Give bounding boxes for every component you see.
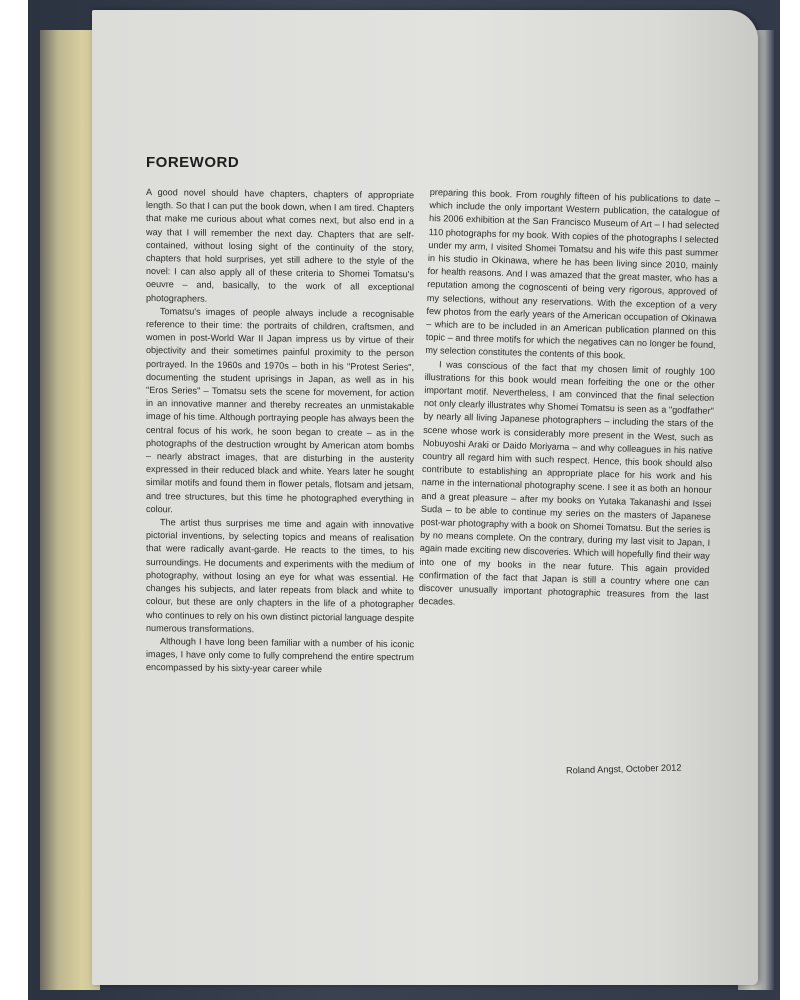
- paragraph: The artist thus surprises me time and again with innovative pictorial inventions, by selecting topics and means of realisation that were radically avant-garde. He reacts to the times, to his surroundings. He documents and experiments with the medium of photography, without losing an eye for what was essential. He changes his subjects, and later repeats from black and white to colour, but these are only chapters in the life of a photographer who continues to rely on his own distinct pictorial language despite numerous transformations.: [146, 517, 414, 635]
- paragraph: I was conscious of the fact that my chosen limit of roughly 100 illustrations for this book would mean forfeiting the one or the other important motif. Nevertheless, I am convinced that the final selection not only clearly illustrates why Shomei Tomatsu is seen as a "godfather" by nearly all living Japanese photographers – including the stars of the scene whose work is considerably more present in the West, such as Nobuyoshi Araki or Daido Moriyama – and why colleagues in his native country all regard him with such respect. Hence, this book should also contribute to establishing an appropriate place for his work and his name in the international photography scene. I see it as both an honour and a great pleasure – after my books on Yutaka Takanashi and Issei Suda – to be able to continue my series on the masters of Japanese post-war photography with a book on Shomei Tomatsu. But the series is by no means complete. On the contrary, during my last visit to Japan, I again made exciting new discoveries. Which will hopefully find their way into one of my books in the near future. This again provided confirmation of the fact that Japan is still a country where one can discover unusually important photographic treasures from the last decades.: [418, 358, 716, 608]
- page-heading: FOREWORD: [146, 154, 240, 171]
- paragraph: Although I have long been familiar with a number of his iconic images, I have only come to fully comprehend the entire spectrum encompassed by his sixty-year career while: [146, 636, 414, 675]
- paragraph: A good novel should have chapters, chapters of appropriate length. So that I can put the book down, when I am tired. Chapters that make me curious about what comes next, but also end in a way that I will remember the next day. Chapters that are self-contained, without losing sight of the continuity of the story, chapters that hold surprises, yet still adhere to the style of the novel: I can also apply all of these criteria to Shomei Tomatsu's oeuvre – and, basically, to the work of all exceptional photographers.: [146, 187, 414, 304]
- left-text-column: [146, 186, 414, 678]
- page-edges-left: [40, 30, 100, 990]
- paragraph: Tomatsu's images of people always include a recognisable reference to their time: the portraits of children, craftsmen, and women in post-World War II Japan impress us by virtue of their objectivity and their sometimes painful proximity to the person portrayed. In the 1960s and 1970s – both in his "Protest Series", documenting the student uprisings in Japan, as well as in his "Eros Series" – Tomatsu sets the scene for movement, for action in an innovative manner and thereby recreates an unmistakable image of his time. Although portraying people has always been the central focus of his work, he soon began to create – as in the photographs of the destruction wrought by American atom bombs – nearly abstract images, that are disturbing in the austerity expressed in their reduced black and white. Years later he sought similar motifs and found them in flower petals, flotsam and jetsam, and tree structures, but this time he photographed everything in colour.: [146, 305, 414, 515]
- paragraph: preparing this book. From roughly fifteen of his publications to date – which include the only important Western publication, the catalogue of his 2006 exhibition at the San Francisco Museum of Art – I had selected 110 photographs for my book. With copies of the photographs I selected under my arm, I visited Shomei Tomatsu and his wife this past summer in his studio in Okinawa, where he has been living since 2010, mainly for health reasons. And I was amazed that the great master, who has a reputation among the cognoscenti of being very rigorous, approved of my selections, without any reservations. With the exception of a very few photos from the early years of the American occupation of Okinawa – which are to be included in an American publication planned on this topic – and three motifs for which the negatives can no longer be found, my selection constitutes the contents of this book.: [425, 186, 720, 361]
- foreword-text-block: [146, 150, 746, 790]
- right-text-column: [418, 186, 720, 616]
- author-signature: Roland Angst, October 2012: [565, 762, 682, 776]
